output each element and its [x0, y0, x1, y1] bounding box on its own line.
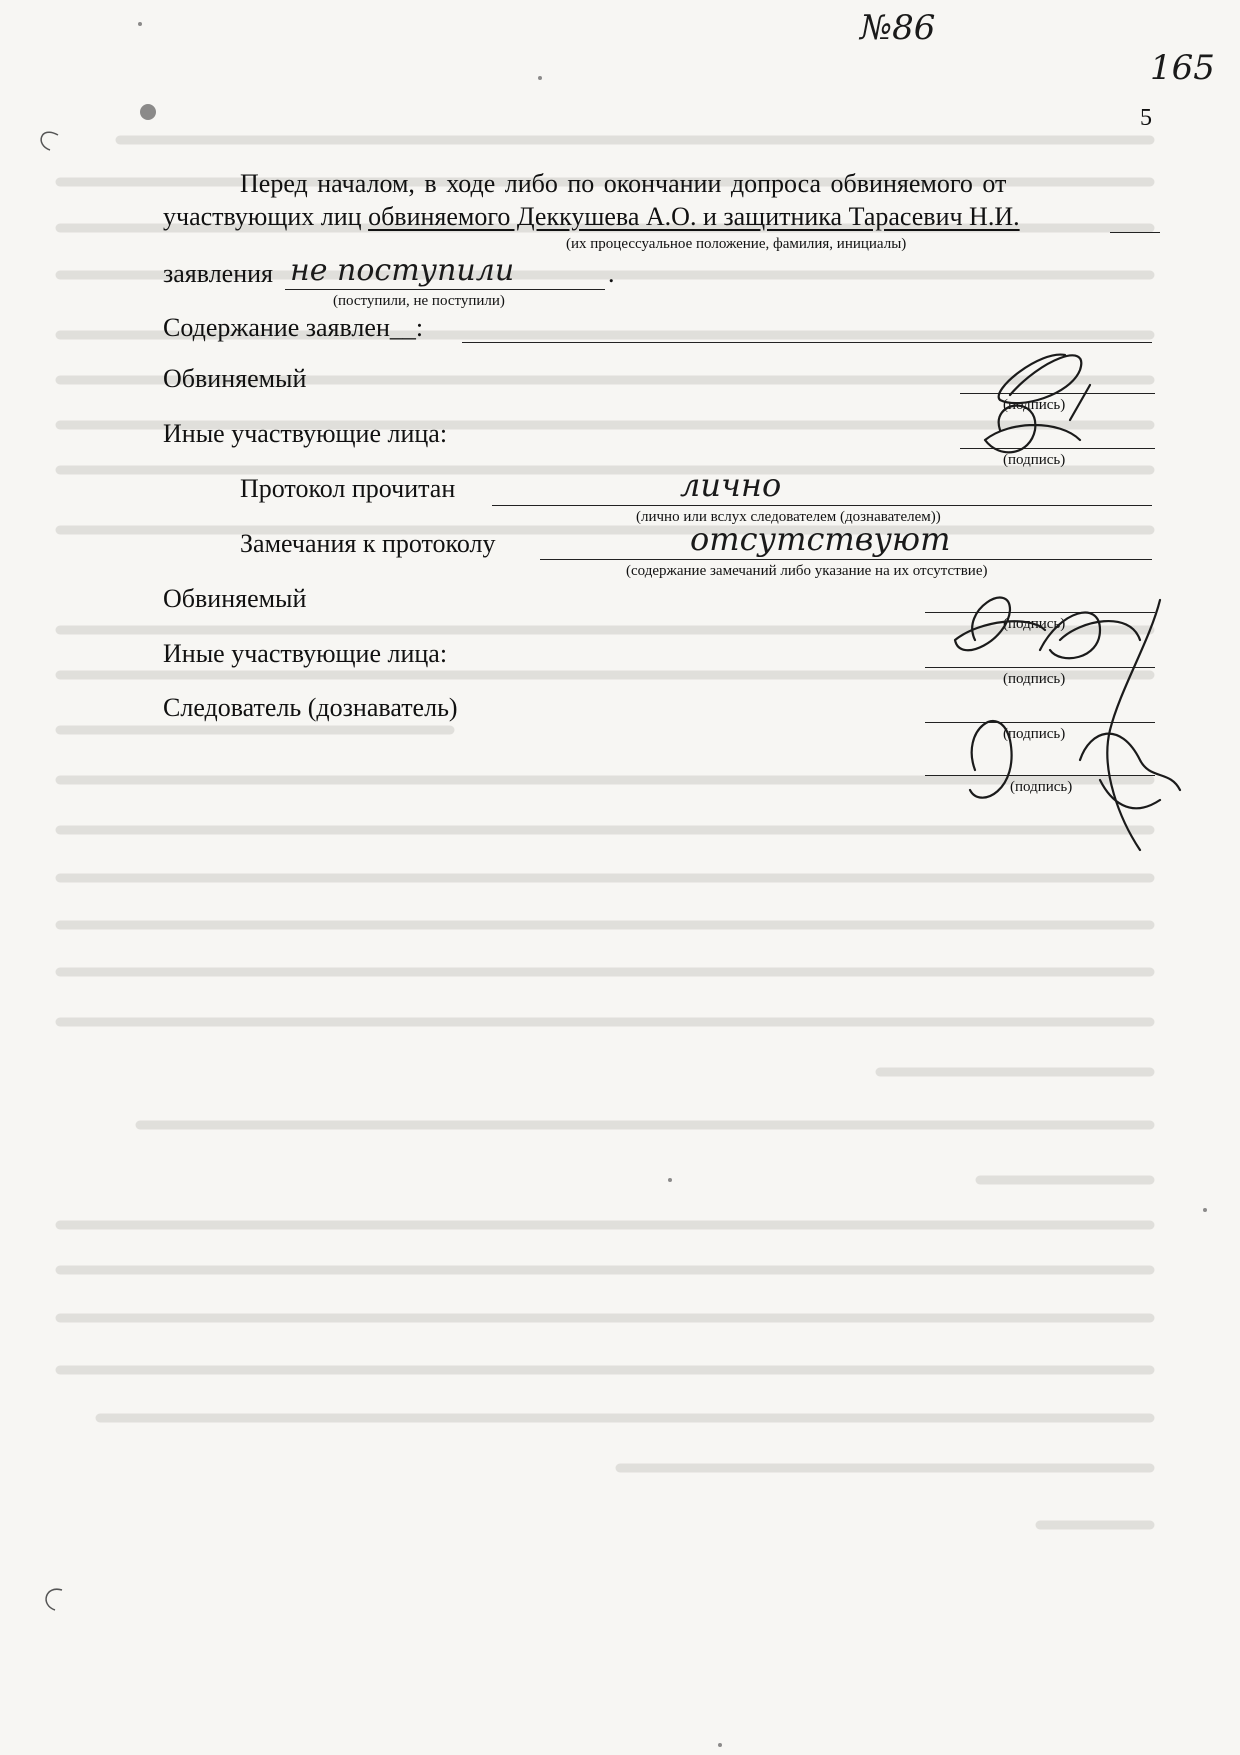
other-sign-rule-2 [925, 667, 1155, 668]
investigator-sign-caption-2: (подпись) [1010, 779, 1073, 795]
accused-sign-rule-2 [925, 612, 1155, 613]
investigator-sign-rule-2 [925, 775, 1155, 776]
sheet-number: №86 [860, 8, 936, 48]
statements-value: не поступили [290, 253, 515, 288]
protocol-read-value: лично [680, 466, 782, 504]
statements-label: заявления [163, 259, 274, 288]
investigator-sign-rule [925, 722, 1155, 723]
intro-prefix: участвующих лиц [163, 202, 362, 231]
other-participants-label-2: Иные участвующие лица: [163, 639, 448, 668]
accused-sign-caption-2: (подпись) [1003, 616, 1066, 632]
remarks-caption: (содержание замечаний либо указание на их отсутствие) [626, 563, 988, 579]
page-number: 5 [1140, 105, 1152, 131]
signature-investigator [970, 600, 1180, 850]
intro-filled: обвиняемого Деккушева А.О. и защитника Тарасевич Н.И. [368, 202, 1020, 231]
remarks-value: отсутствуют [690, 520, 951, 558]
investigator-label: Следователь (дознаватель) [163, 693, 458, 722]
protocol-read-label: Протокол прочитан [240, 474, 456, 503]
intro-rule [1110, 232, 1160, 233]
other-sign-rule [960, 448, 1155, 449]
content-label: Содержание заявлен__: [163, 313, 424, 342]
folio-number: 165 [1150, 48, 1215, 88]
protocol-read-caption: (лично или вслух следователем (дознавателем)) [636, 509, 941, 525]
statements-caption: (поступили, не поступили) [333, 293, 505, 309]
other-sign-caption-2: (подпись) [1003, 671, 1066, 687]
other-sign-caption: (подпись) [1003, 452, 1066, 468]
remarks-label: Замечания к протоколу [240, 529, 496, 558]
intro-caption: (их процессуальное положение, фамилия, инициалы) [566, 236, 907, 252]
content-rule [462, 342, 1152, 343]
intro-line-1: Перед началом, в ходе либо по окончании допроса обвиняемого от [240, 169, 1007, 198]
accused-label-2: Обвиняемый [163, 584, 307, 613]
investigator-sign-caption: (подпись) [1003, 726, 1066, 742]
statements-period: . [608, 259, 615, 288]
remarks-rule [540, 559, 1152, 560]
accused-label: Обвиняемый [163, 364, 307, 393]
punch-hole-mark [41, 132, 58, 150]
protocol-read-rule [492, 505, 1152, 506]
accused-sign-rule [960, 393, 1155, 394]
other-participants-label: Иные участвующие лица: [163, 419, 448, 448]
intro-line-2 [163, 201, 1020, 233]
accused-sign-caption: (подпись) [1003, 397, 1066, 413]
punch-hole-mark-2 [46, 1589, 62, 1610]
statements-rule [285, 289, 605, 290]
